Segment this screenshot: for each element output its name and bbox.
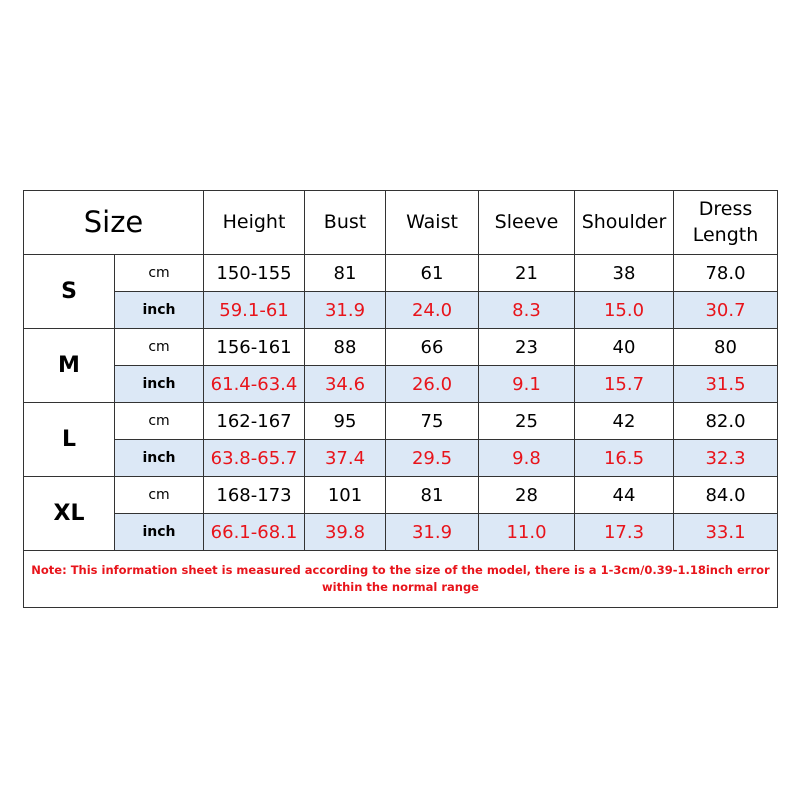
column-header-height: Height bbox=[204, 191, 305, 255]
size-label-s: S bbox=[24, 255, 115, 329]
unit-label-inch: inch bbox=[115, 292, 204, 329]
cell-sleeve-cm: 28 bbox=[479, 477, 575, 514]
unit-label-cm: cm bbox=[115, 329, 204, 366]
cell-sleeve-inch: 11.0 bbox=[479, 514, 575, 551]
cell-dress-length-inch: 31.5 bbox=[674, 366, 778, 403]
size-l-inch-row bbox=[24, 440, 778, 477]
cell-height-inch: 59.1-61 bbox=[204, 292, 305, 329]
size-s-inch-row bbox=[24, 292, 778, 329]
cell-height-cm: 162-167 bbox=[204, 403, 305, 440]
size-l-cm-row bbox=[24, 403, 778, 440]
size-chart-table bbox=[23, 190, 778, 608]
cell-bust-cm: 88 bbox=[305, 329, 386, 366]
cell-height-cm: 156-161 bbox=[204, 329, 305, 366]
size-header-cell: Size bbox=[24, 191, 204, 255]
cell-shoulder-inch: 15.0 bbox=[575, 292, 674, 329]
cell-dress-length-inch: 30.7 bbox=[674, 292, 778, 329]
cell-bust-cm: 101 bbox=[305, 477, 386, 514]
cell-waist-cm: 75 bbox=[386, 403, 479, 440]
cell-sleeve-cm: 21 bbox=[479, 255, 575, 292]
cell-shoulder-cm: 38 bbox=[575, 255, 674, 292]
cell-dress-length-cm: 82.0 bbox=[674, 403, 778, 440]
column-header-sleeve: Sleeve bbox=[479, 191, 575, 255]
cell-sleeve-inch: 8.3 bbox=[479, 292, 575, 329]
cell-bust-cm: 81 bbox=[305, 255, 386, 292]
cell-waist-cm: 66 bbox=[386, 329, 479, 366]
unit-label-inch: inch bbox=[115, 440, 204, 477]
cell-height-inch: 66.1-68.1 bbox=[204, 514, 305, 551]
note-row bbox=[24, 551, 778, 608]
cell-bust-inch: 31.9 bbox=[305, 292, 386, 329]
cell-waist-inch: 26.0 bbox=[386, 366, 479, 403]
cell-shoulder-cm: 42 bbox=[575, 403, 674, 440]
cell-sleeve-inch: 9.1 bbox=[479, 366, 575, 403]
cell-height-cm: 150-155 bbox=[204, 255, 305, 292]
cell-dress-length-inch: 33.1 bbox=[674, 514, 778, 551]
cell-waist-cm: 81 bbox=[386, 477, 479, 514]
cell-shoulder-inch: 17.3 bbox=[575, 514, 674, 551]
size-label-xl: XL bbox=[24, 477, 115, 551]
cell-dress-length-cm: 84.0 bbox=[674, 477, 778, 514]
cell-dress-length-inch: 32.3 bbox=[674, 440, 778, 477]
cell-dress-length-cm: 78.0 bbox=[674, 255, 778, 292]
unit-label-inch: inch bbox=[115, 366, 204, 403]
cell-height-inch: 61.4-63.4 bbox=[204, 366, 305, 403]
cell-bust-inch: 34.6 bbox=[305, 366, 386, 403]
cell-shoulder-inch: 15.7 bbox=[575, 366, 674, 403]
size-rows bbox=[24, 255, 778, 551]
cell-bust-cm: 95 bbox=[305, 403, 386, 440]
cell-waist-inch: 24.0 bbox=[386, 292, 479, 329]
cell-height-cm: 168-173 bbox=[204, 477, 305, 514]
size-m-cm-row bbox=[24, 329, 778, 366]
column-header-dress-length: Dress Length bbox=[674, 191, 778, 255]
size-xl-cm-row bbox=[24, 477, 778, 514]
cell-bust-inch: 37.4 bbox=[305, 440, 386, 477]
size-label-m: M bbox=[24, 329, 115, 403]
cell-waist-cm: 61 bbox=[386, 255, 479, 292]
unit-label-inch: inch bbox=[115, 514, 204, 551]
cell-waist-inch: 29.5 bbox=[386, 440, 479, 477]
cell-shoulder-inch: 16.5 bbox=[575, 440, 674, 477]
cell-waist-inch: 31.9 bbox=[386, 514, 479, 551]
unit-label-cm: cm bbox=[115, 403, 204, 440]
size-xl-inch-row bbox=[24, 514, 778, 551]
cell-bust-inch: 39.8 bbox=[305, 514, 386, 551]
cell-shoulder-cm: 40 bbox=[575, 329, 674, 366]
column-header-bust: Bust bbox=[305, 191, 386, 255]
cell-sleeve-cm: 25 bbox=[479, 403, 575, 440]
cell-shoulder-cm: 44 bbox=[575, 477, 674, 514]
size-m-inch-row bbox=[24, 366, 778, 403]
cell-sleeve-inch: 9.8 bbox=[479, 440, 575, 477]
column-header-waist: Waist bbox=[386, 191, 479, 255]
cell-dress-length-cm: 80 bbox=[674, 329, 778, 366]
size-label-l: L bbox=[24, 403, 115, 477]
unit-label-cm: cm bbox=[115, 477, 204, 514]
header-row bbox=[24, 191, 778, 255]
cell-sleeve-cm: 23 bbox=[479, 329, 575, 366]
column-header-shoulder: Shoulder bbox=[575, 191, 674, 255]
cell-height-inch: 63.8-65.7 bbox=[204, 440, 305, 477]
unit-label-cm: cm bbox=[115, 255, 204, 292]
size-s-cm-row bbox=[24, 255, 778, 292]
measurement-note: Note: This information sheet is measured according to the size of the model, there is a 1-3cm/0.39-1.18inch error within the normal range bbox=[24, 551, 778, 608]
